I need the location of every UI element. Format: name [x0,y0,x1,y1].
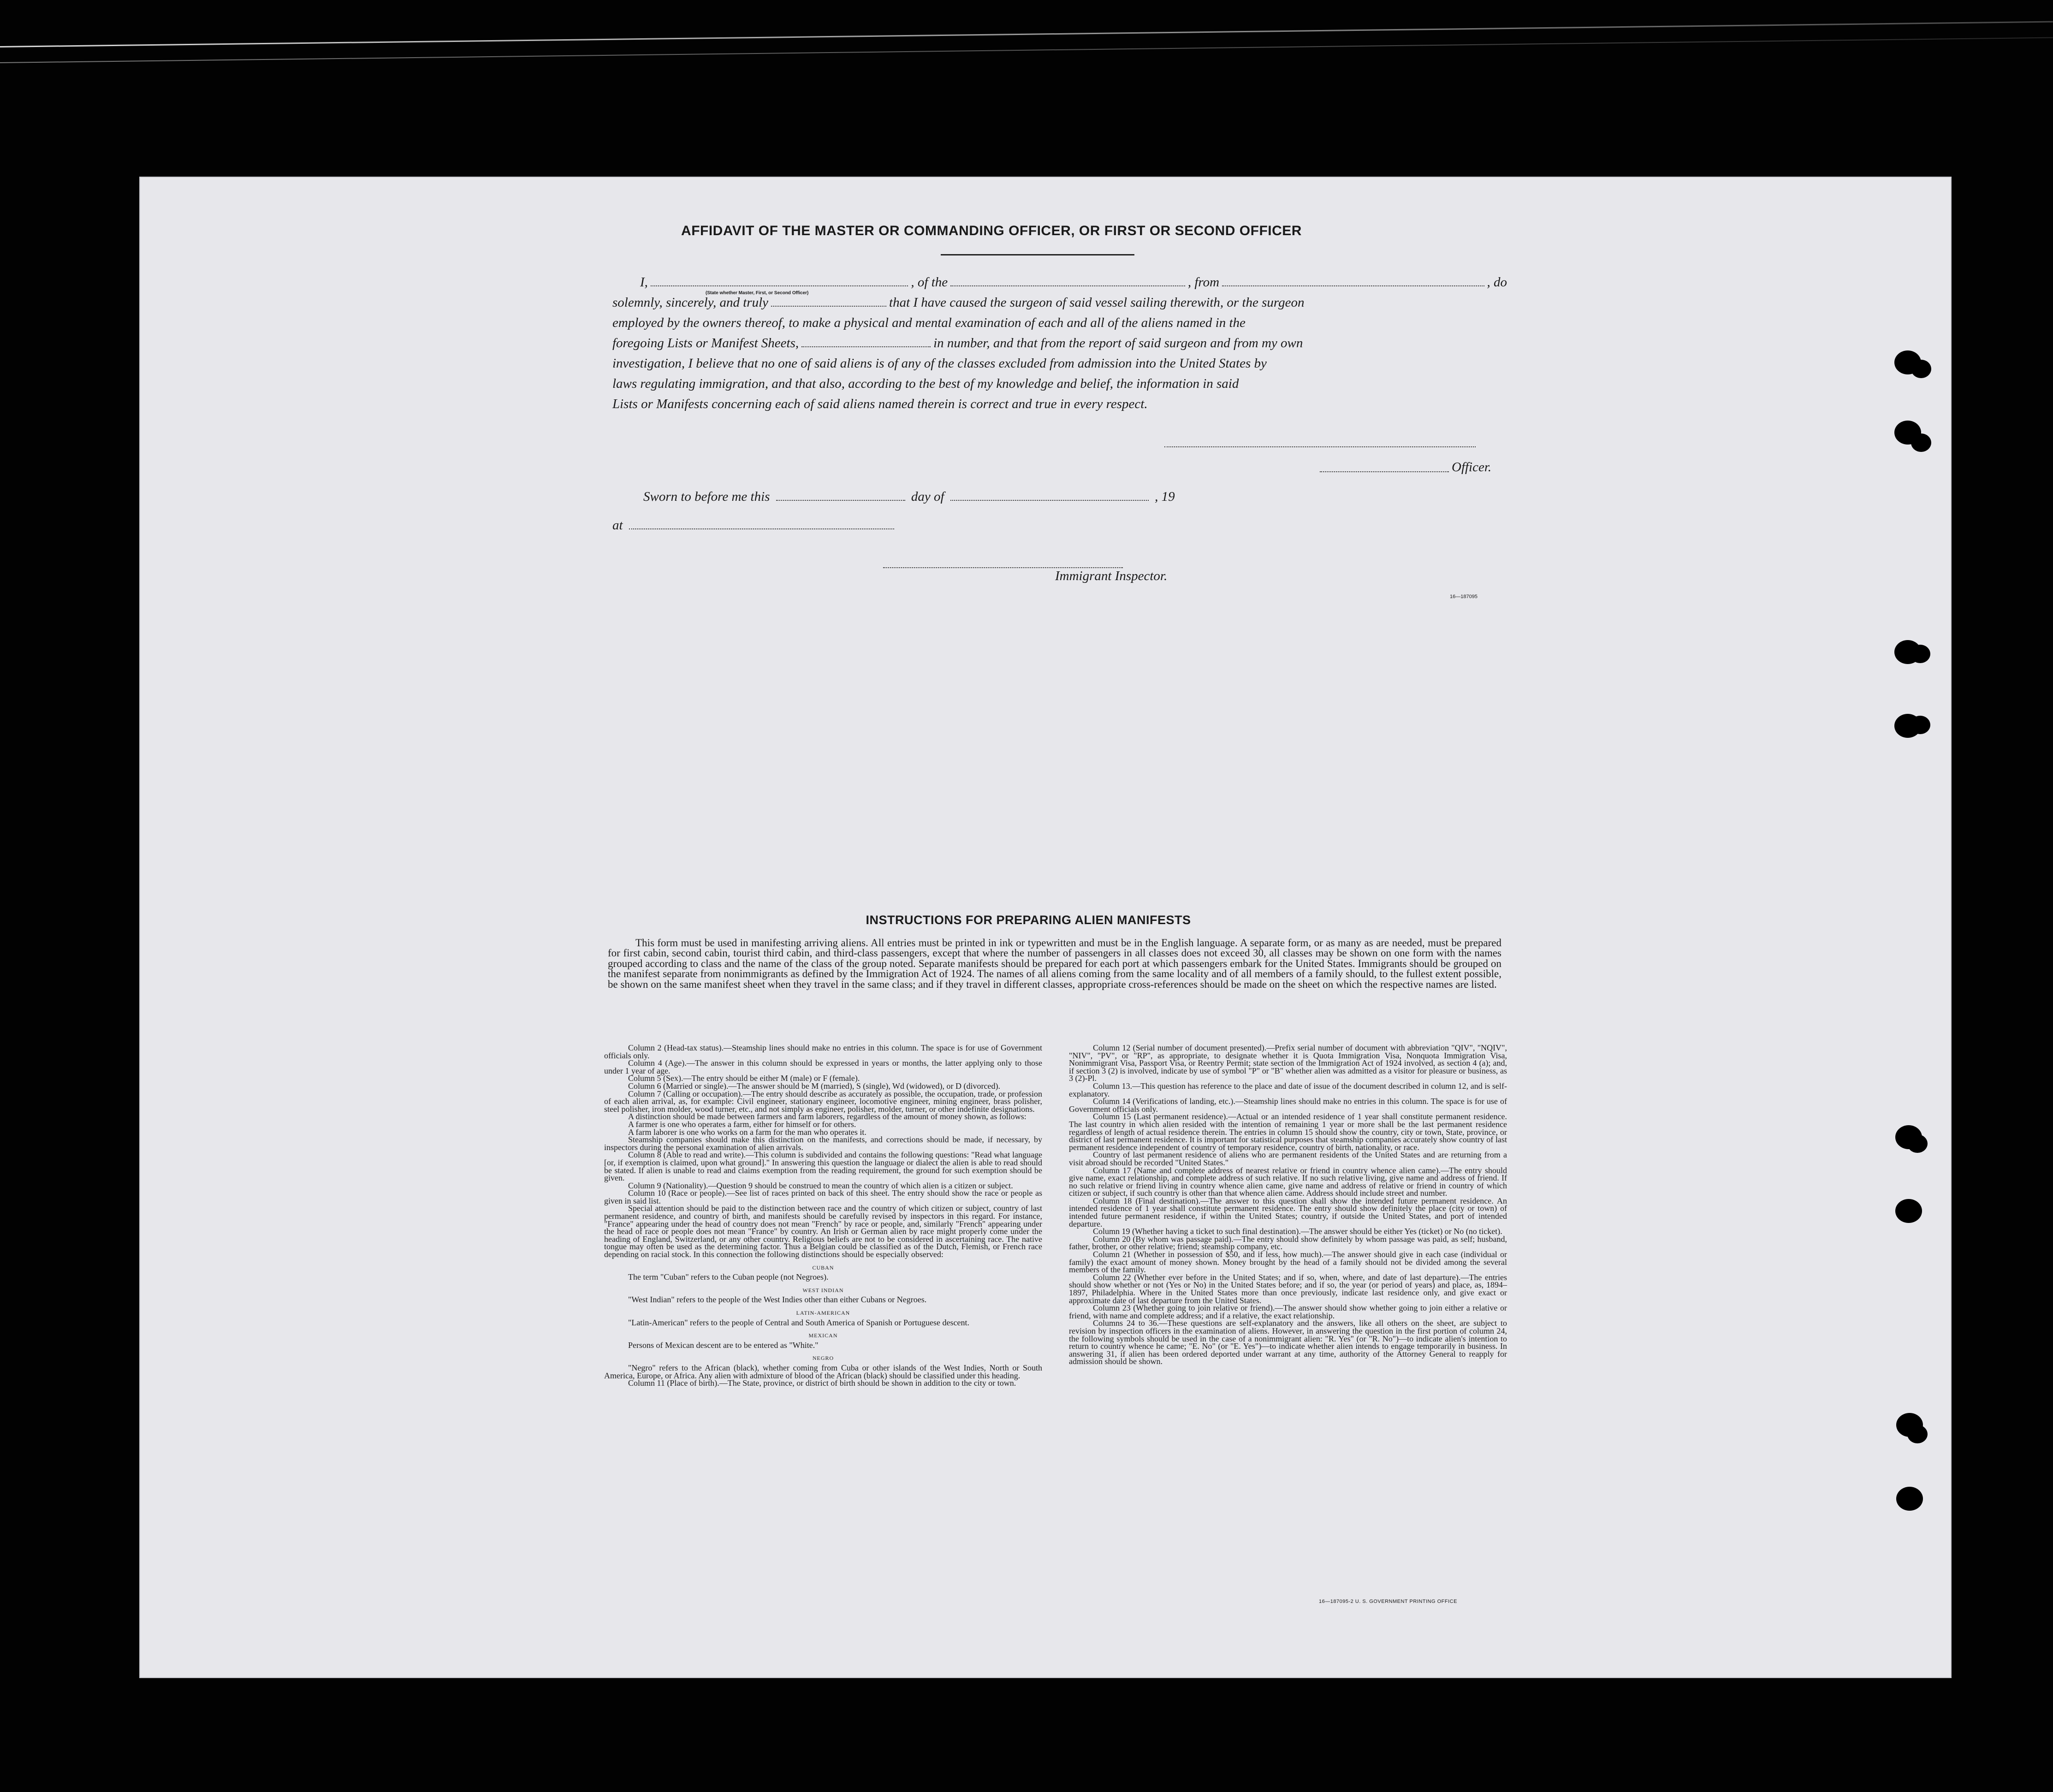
affidavit-line-3: employed by the owners thereof, to make a physical and mental examination of each and all of the aliens named in the [612,315,1246,330]
instruction-paragraph: Steamship companies should make this distinction on the manifests, and corrections should be made, if necessary, by inspectors during the personal examination of alien arrivals. [604,1135,1042,1152]
officer-title-line[interactable] [1320,470,1449,472]
instruction-paragraph: Column 9 (Nationality).—Question 9 should be construed to mean the country of which alien is a citizen or subject. [628,1181,1013,1190]
instruction-paragraph: A farm laborer is one who works on a farm for the man who operates it. [628,1127,866,1137]
race-heading: WEST INDIAN [802,1287,844,1294]
punch-hole [1896,1487,1923,1511]
instructions-intro: This form must be used in manifesting arriving aliens. All entries must be printed in ink or typewritten and must be in the English language. A separate form, or as many as are needed, must be prepared for first cabin, second cabin, tourist third cabin, and third-class passengers, except that where the number of passengers in all classes does not exceed 30, all classes may be shown on one form with the names grouped according to class and the name of the class of the group noted. Separate manifests should be prepared for each port at which passengers embark for the United States. Immigrants should be grouped on the manifest separate from nonimmigrants as defined by the Immigration Act of 1924. The names of all aliens coming from the same locality and of all members of a family should, to the fullest extent possible, be shown on the same manifest sheet when they travel in the same class; and if they travel in different classes, appropriate cross-references should be made on the sheet on which the respective names are listed. [608,937,1501,990]
instruction-paragraph: Column 14 (Verifications of landing, etc.).—Steamship lines should make no entries in this column. The space is for use of Government officials only. [1069,1097,1507,1114]
affidavit-line-4: foregoing Lists or Manifest Sheets, in number, and that from the report of said surgeon and from my own [612,336,1303,350]
instruction-paragraph: Column 17 (Name and complete address of nearest relative or friend in country whence alien came).—The entry should give name, exact relationship, and complete address of such relative. If no such relative living, give name and address of friend. If no such relative or friend living in country whence alien came, give name and address of relative or friend in country of which citizen or subject, if such country is other than that whence alien came. Address should include street and number. [1069,1165,1507,1198]
port-from-field[interactable] [1222,275,1484,286]
officer-signature-line[interactable] [1164,445,1476,447]
instructions-right-column [1069,1044,1507,1365]
at-line: at [612,518,897,533]
sworn-place-field[interactable] [629,518,894,529]
form-number: 16—187095 [1450,594,1477,599]
race-note: "West Indian" refers to the people of the West Indies other than either Cubans or Negroes. [628,1295,927,1305]
instruction-paragraph: Column 8 (Able to read and write).—This column is subdivided and contains the following questions: "Read what language [or, if exemption is claimed, upon what ground]." In answering this question the language or dialect the alien is able to read should be stated. If alien is unable to read and claims exemption from the reading requirement, the ground for such exemption should be given. [604,1150,1042,1183]
affidavit-line-2: solemnly, sincerely, and truly that I have caused the surgeon of said vessel sailing therewith, or the surgeon [612,295,1305,310]
instruction-paragraph: Column 10 (Race or people).—See list of races printed on back of this sheet. The entry should show the race or people as given in said list. [604,1188,1042,1205]
sworn-day-field[interactable] [776,490,905,501]
instruction-paragraph: Column 21 (Whether in possession of $50, and if less, how much).—The answer should give in each case (individual or family) the exact amount of money shown. Money brought by the head of a family should not be divided among the several members of the family. [1069,1250,1507,1275]
sworn-month-field[interactable] [950,490,1149,501]
declaration-field[interactable] [771,296,886,307]
instruction-paragraph: Column 2 (Head-tax status).—Steamship lines should make no entries in this column. The space is for use of Government officials only. [604,1043,1042,1060]
instruction-paragraph: Country of last permanent residence of aliens who are permanent residents of the United States and are returning from a visit abroad should be recorded "United States." [1069,1150,1507,1167]
instruction-paragraph: Columns 24 to 36.—These questions are self-explanatory and the answers, like all others on the sheet, are subject to revision by inspection officers in the examination of aliens. However, in answering the question in the first portion of column 24, the following symbols should be used in the case of a nonimmigrant alien: "R. Yes" (or "R. No")—to indicate alien's intention to return to country whence he came; "E. No" (or "E. Yes")—to indicate whether alien intends to engage temporarily in business. In answering 31, if alien has been ordered deported under warrant at any time, authority of the Attorney General to reapply for admission should be shown. [1069,1318,1507,1366]
title-rule [941,254,1134,255]
instruction-paragraph: Column 18 (Final destination).—The answer to this question shall show the intended future permanent residence. An intended residence of 1 year shall constitute permanent residence. The entry should show definitely the place (city or town) of intended future permanent residence, if within the United States; country, if outside the United States, and port of intended departure. [1069,1196,1507,1228]
sworn-line: Sworn to before me this day of , 19 [643,489,1175,504]
instruction-paragraph: Column 23 (Whether going to join relative or friend).—The answer should show whether going to join either a relative or friend, with name and complete address; and if a relative, the exact relationship. [1069,1303,1507,1320]
race-note: "Negro" refers to the African (black), whether coming from Cuba or other islands of the West Indies, North or South America, Europe, or Africa. Any alien with admixture of blood of the African (black) should be classified under this heading. [604,1363,1042,1380]
affidavit-line-7: Lists or Manifests concerning each of said aliens named therein is correct and true in every respect. [612,397,1148,411]
affidavit-line-6: laws regulating immigration, and that also, according to the best of my knowledge and belief, the information in said [612,376,1239,391]
punch-hole [1911,360,1931,378]
punch-hole [1910,716,1930,734]
race-note: "Latin-American" refers to the people of Central and South America of Spanish or Portuguese descent. [628,1317,969,1327]
punch-hole [1911,433,1931,452]
instruction-paragraph: A farmer is one who operates a farm, either for himself or for others. [628,1119,856,1129]
race-note: Persons of Mexican descent are to be entered as "White." [628,1340,819,1350]
instruction-paragraph: Column 6 (Married or single).—The answer should be M (married), S (single), Wd (widowed), or D (divorced). [628,1081,1000,1091]
affidavit-line-5: investigation, I believe that no one of said aliens is of any of the classes excluded from admission into the United States by [612,356,1267,371]
printing-office-footer: 16—187095-2 U. S. GOVERNMENT PRINTING OFFICE [1319,1599,1457,1604]
scan-edge-line-faint [0,37,2053,63]
instruction-paragraph: Column 15 (Last permanent residence).—Actual or an intended residence of 1 year shall constitute permanent residence. The last country in which alien resided with the intention of remaining 1 year or more shall be the last permanent residence regardless of length of actual residence therein. The entries in column 15 should show the country, city or town, State, province, or district of last permanent residence. It is important for statistical purposes that steamship companies accurately show country of last permanent residence independent of country of temporary residence, country of birth, nationality, or race. [1069,1112,1507,1152]
instruction-paragraph: Column 13.—This question has reference to the place and date of issue of the document described in column 12, and is self-explanatory. [1069,1081,1507,1098]
scan-edge-line [0,21,2053,47]
instruction-paragraph: Column 11 (Place of birth).—The State, province, or district of birth should be shown in addition to the city or town. [628,1378,1016,1388]
race-heading: LATIN-AMERICAN [796,1310,850,1316]
instruction-paragraph: Column 7 (Calling or occupation).—The entry should describe as accurately as possible, the occupation, trade, or profession of each alien arrival, as, for example: Civil engineer, stationary engineer, locomotive engineer, mining engineer, brass polisher, steel polisher, iron molder, wood turner, etc., and not simply as engineer, polisher, molder, turner, or other indefinite designations. [604,1089,1042,1114]
sheet-count-field[interactable] [801,336,931,347]
instruction-paragraph: Column 5 (Sex).—The entry should be either M (male) or F (female). [628,1074,860,1083]
instructions-title: INSTRUCTIONS FOR PREPARING ALIEN MANIFESTS [866,913,1191,927]
inspector-label: Immigrant Inspector. [1055,569,1168,583]
punch-hole [1907,1134,1928,1153]
instruction-paragraph: Special attention should be paid to the distinction between race and the country of which citizen or subject, country of last permanent residence, and country of birth, and manifests should be carefully revised by inspectors in this regard. For instance, "France" appearing under the head of country does not mean "French" by race or people, and, similarly "French" appearing under the head of race or people does not mean "France" by country. An Irish or German alien by race might properly come under the heading of England, Switzerland, or any other country. Religious beliefs are not to be considered in ascertaining race. The native tongue may often be used as the determining factor. Thus a Belgian could be classified as of the Dutch, Flemish, or French race depending on racial stock. In this connection the following distinctions should be especially observed: [604,1204,1042,1259]
race-note: The term "Cuban" refers to the Cuban people (not Negroes). [628,1272,829,1282]
affidavit-line-1: I, , of the , from , do [640,275,1507,290]
punch-hole [1907,1425,1928,1443]
punch-hole [1910,645,1930,663]
vessel-name-field[interactable] [950,275,1185,286]
officer-rank-field[interactable] [651,275,908,286]
affidavit-title: AFFIDAVIT OF THE MASTER OR COMMANDING OFFICER, OR FIRST OR SECOND OFFICER [681,223,1302,238]
race-heading: MEXICAN [808,1332,838,1339]
inspector-signature-line[interactable] [883,566,1123,568]
officer-label: Officer. [1452,460,1492,475]
rank-field-note: (State whether Master, First, or Second Officer) [706,291,809,296]
instruction-paragraph: Column 22 (Whether ever before in the United States; and if so, when, where, and date of last departure).—The entries should show whether or not (Yes or No) in the United States before; and if so, the year (or period of years) and place, as, 1894–1897, Philadelphia. Where in the United States more than once previously, indicate last residence only, and give exact or approximate date of last departure from the United States. [1069,1272,1507,1305]
instruction-paragraph: Column 4 (Age).—The answer in this column should be expressed in years or months, the latter applying only to those under 1 year of age. [604,1058,1042,1075]
race-heading: CUBAN [812,1264,834,1271]
punch-hole [1895,1199,1922,1223]
race-heading: NEGRO [812,1355,834,1362]
instruction-paragraph: Column 20 (By whom was passage paid).—The entry should show definitely by whom passage was paid, as self; husband, father, brother, or other relative; friend; steamship company, etc. [1069,1234,1507,1252]
instruction-paragraph: Column 12 (Serial number of document presented).—Prefix serial number of document with abbreviation "QIV", "NQIV", "NIV", "PV", or "RP", as appropriate, to designate whether it is Quota Immigration Visa, Nonquota Immigration Visa, Nonimmigrant Visa, Passport Visa, or Reentry Permit; state section of the Immigration Act of 1924 involved, as section 4 (a); and, if section 3 (2) is involved, indicate by use of symbol "P" or "B" whether alien was admitted as a visitor for pleasure or business, as 3 (2)-Pl. [1069,1043,1507,1083]
instruction-paragraph: Column 19 (Whether having a ticket to such final destination).—The answer should be either Yes (ticket) or No (no ticket). [1093,1227,1502,1236]
instruction-paragraph: A distinction should be made between farmers and farm laborers, regardless of the amount of money shown, as follows: [628,1112,1026,1121]
instructions-left-column [604,1044,1042,1387]
